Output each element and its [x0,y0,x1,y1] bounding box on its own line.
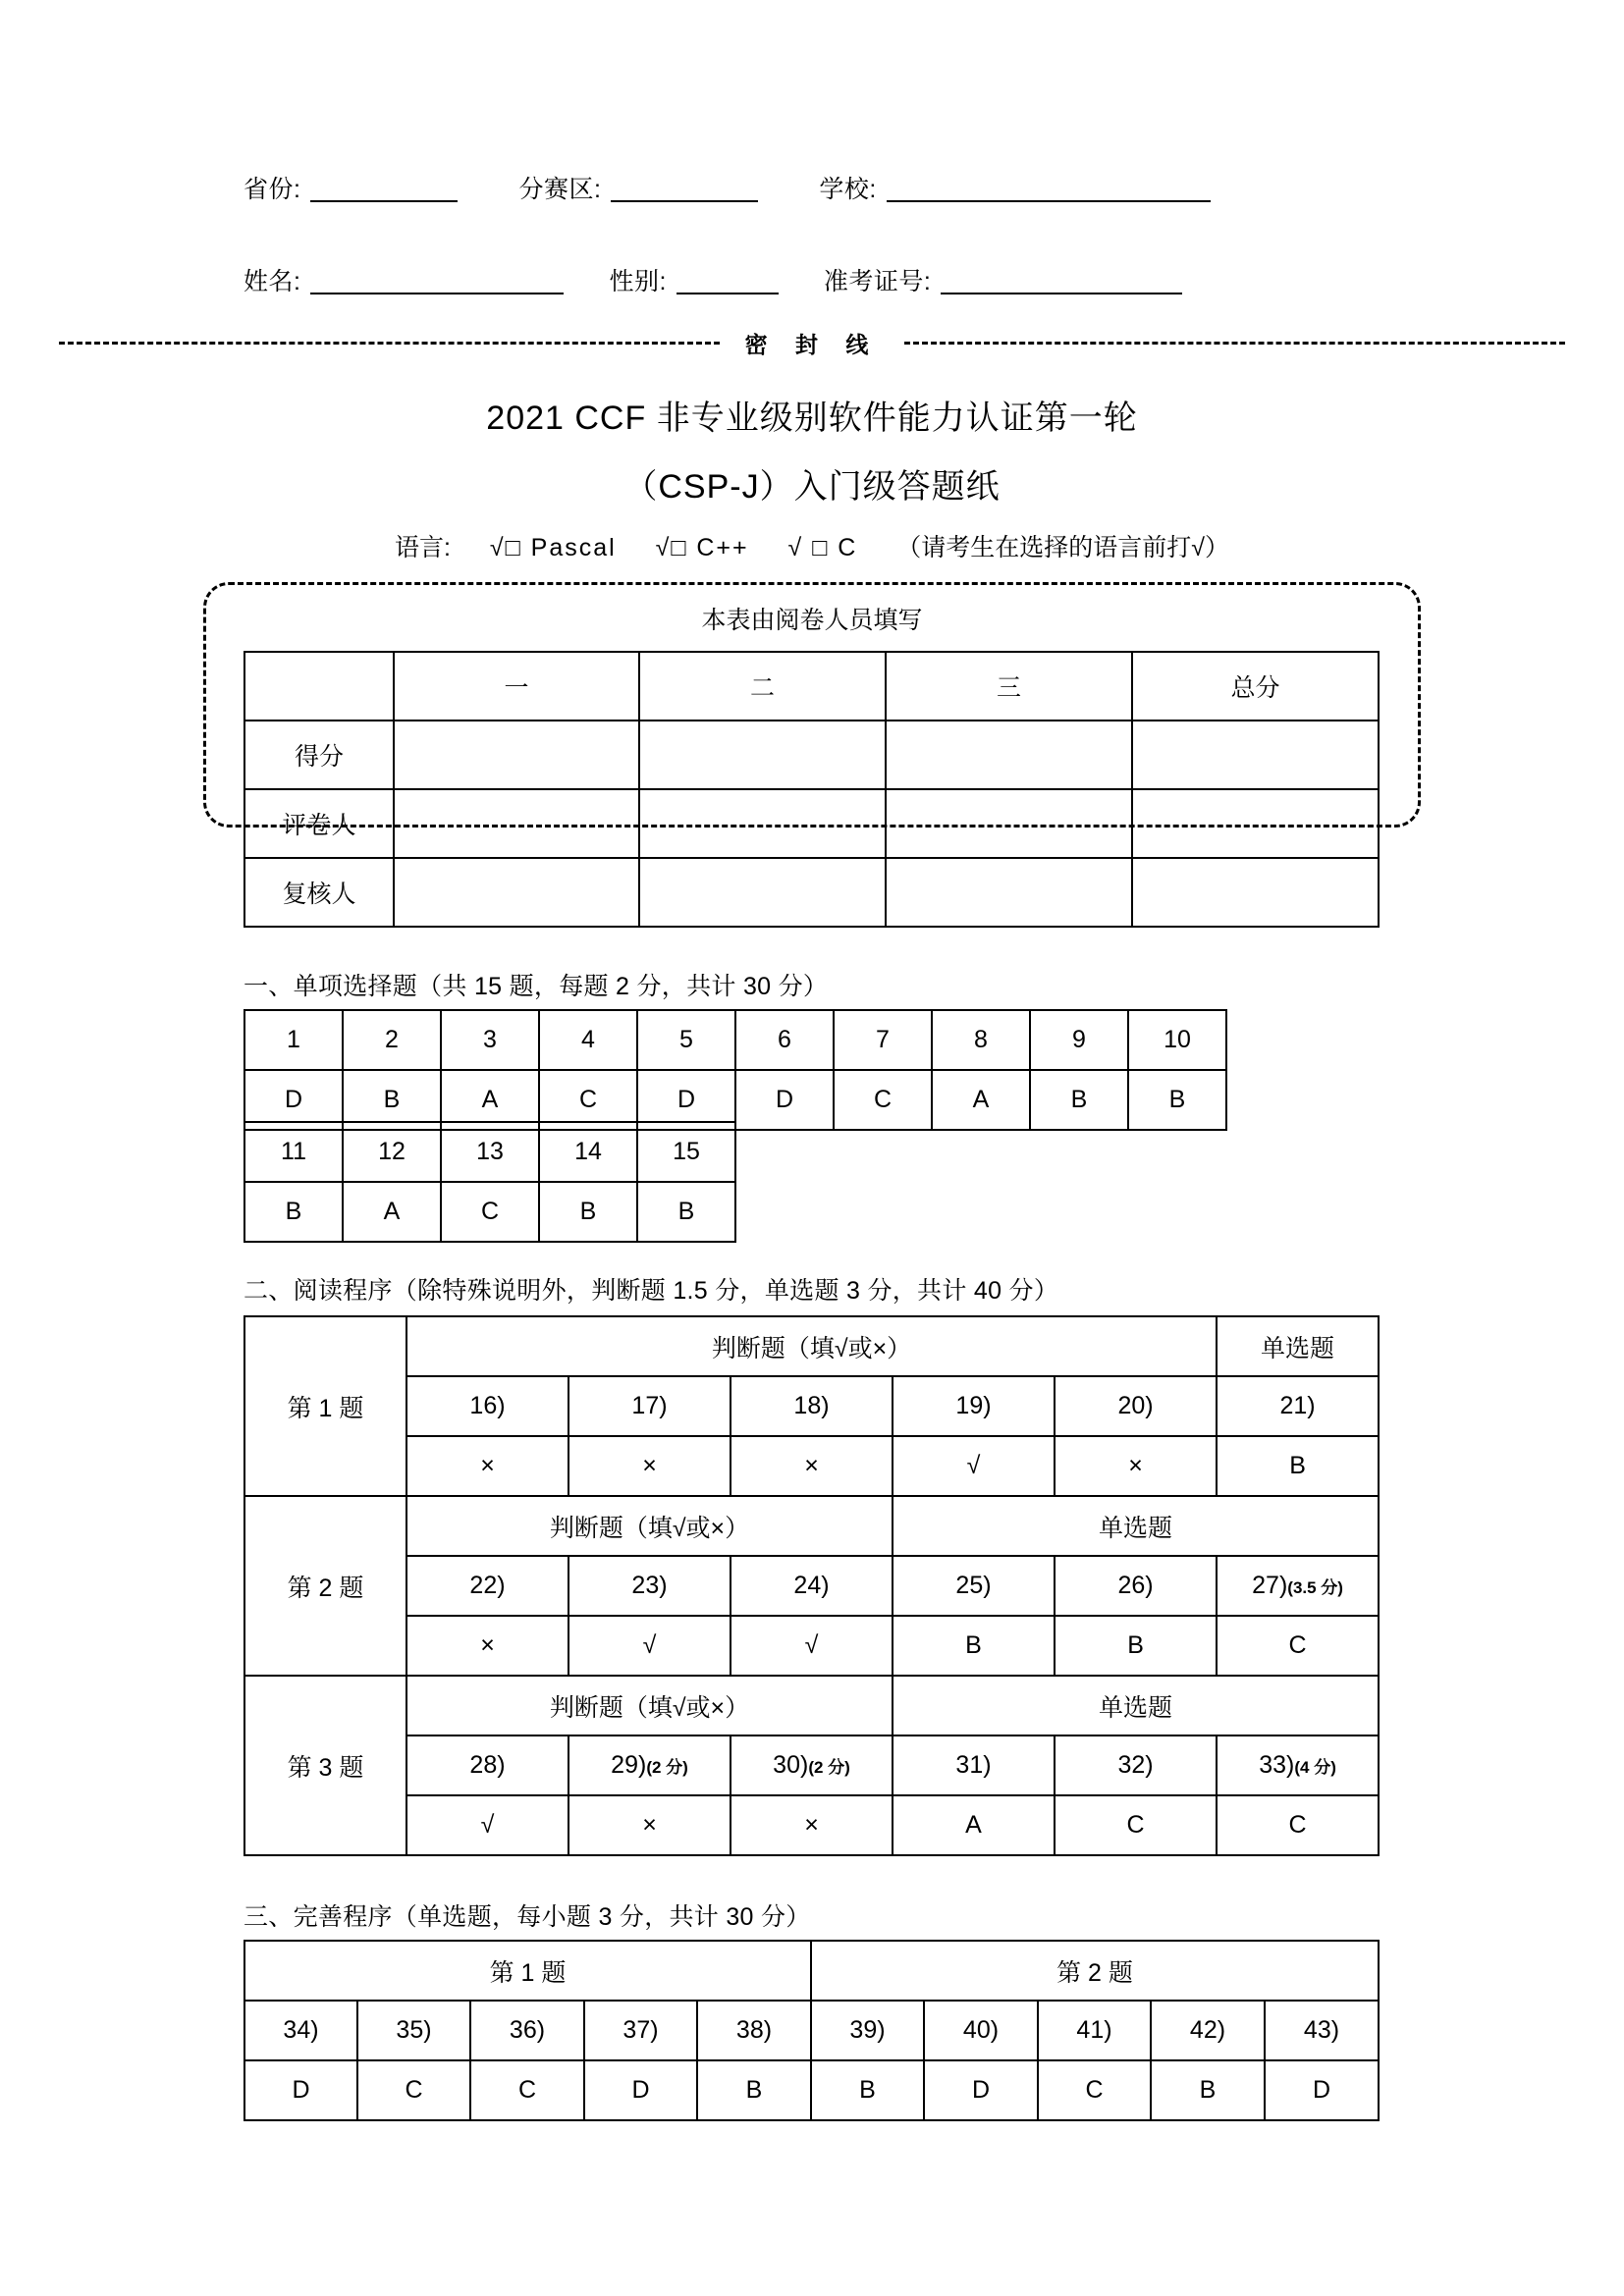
division-label: 分赛区: [518,176,602,203]
s3-ans-37[interactable]: D [584,2060,697,2120]
seal-dash-left [59,342,720,345]
s2-ans-27[interactable]: C [1217,1616,1379,1676]
header-field-row-2 [244,267,1188,294]
s1-ans-9[interactable]: B [1030,1070,1128,1130]
s3-ans-34[interactable]: D [244,2060,357,2120]
s2-b1-label: 第 1 题 [244,1316,406,1496]
s1-num-8: 8 [932,1010,1030,1070]
s1-num-4: 4 [539,1010,637,1070]
grader-score-cell-1[interactable] [394,721,639,789]
s1-ans-14[interactable]: B [539,1182,637,1242]
section-1-number-row-1 [244,1010,1226,1070]
section-2-answer-table [244,1315,1380,1856]
language-option-cpp[interactable]: √□ C++ [655,534,749,561]
grader-row-label-score: 得分 [244,721,394,789]
s2-ans-33[interactable]: C [1217,1795,1379,1855]
s2-num-30-text: 30) [773,1751,809,1779]
seal-line [59,327,1565,359]
exam-number-input[interactable] [941,267,1182,294]
grader-row-reviewer [244,858,1379,927]
s3-group-2-header: 第 2 题 [811,1941,1379,2001]
s1-num-2: 2 [343,1010,441,1070]
s2-num-26: 26) [1055,1556,1217,1616]
page-title-line-1: 2021 CCF 非专业级别软件能力认证第一轮 [486,400,1138,437]
s2-ans-17[interactable]: × [568,1436,731,1496]
grader-score-cell-3[interactable] [886,721,1132,789]
language-label: 语言: [395,534,451,561]
grader-row-label-reviewer: 复核人 [244,858,394,927]
province-input[interactable] [310,175,458,202]
s1-ans-10[interactable]: B [1128,1070,1226,1130]
s1-num-6: 6 [735,1010,834,1070]
grader-col-total: 总分 [1132,652,1379,721]
section-3-number-row [244,2001,1379,2060]
grader-table [244,651,1380,928]
section-3-answer-table [244,1940,1380,2121]
s2-ans-19[interactable]: √ [893,1436,1055,1496]
s3-ans-42[interactable]: B [1151,2060,1265,2120]
s2-num-27-points: (3.5 分) [1287,1578,1343,1597]
s1-ans-11[interactable]: B [244,1182,343,1242]
s2-num-29 [568,1735,731,1795]
language-note: （请考生在选择的语言前打√） [896,534,1229,561]
s2-num-30 [731,1735,893,1795]
s2-num-29-text: 29) [611,1751,647,1779]
s1-num-12: 12 [343,1122,441,1182]
grader-score-cell-total[interactable] [1132,721,1379,789]
grader-col-1: 一 [394,652,639,721]
s2-num-25: 25) [893,1556,1055,1616]
s2-num-27-text: 27) [1252,1572,1288,1599]
s1-ans-3[interactable]: A [441,1070,539,1130]
s3-num-35: 35) [357,2001,470,2060]
s3-num-37: 37) [584,2001,697,2060]
page-title-line-2: （CSP-J）入门级答题纸 [623,468,1001,506]
grader-marker-cell-3[interactable] [886,789,1132,858]
s1-ans-1[interactable]: D [244,1070,343,1130]
s2-b2-label: 第 2 题 [244,1496,406,1676]
s1-num-1: 1 [244,1010,343,1070]
section-3-group-header-row [244,1941,1379,2001]
section-1-number-row-2 [244,1122,735,1182]
s3-ans-43[interactable]: D [1265,2060,1379,2120]
s3-num-40: 40) [924,2001,1038,2060]
section-3-answer-row [244,2060,1379,2120]
province-label: 省份: [244,176,301,203]
grader-row-score [244,721,1379,789]
grader-col-2: 二 [639,652,886,721]
s2-num-17: 17) [568,1376,731,1436]
section-2-heading: 二、阅读程序（除特殊说明外，判断题 1.5 分，单选题 3 分，共计 40 分） [244,1277,1059,1305]
s3-num-41: 41) [1038,2001,1151,2060]
s3-ans-40[interactable]: D [924,2060,1038,2120]
s2-num-30-points: (2 分) [808,1758,850,1777]
section-3-heading: 三、完善程序（单选题，每小题 3 分，共计 30 分） [244,1903,811,1931]
s2-num-28: 28) [406,1735,568,1795]
s2-num-16: 16) [406,1376,568,1436]
s2-ans-18[interactable]: × [731,1436,893,1496]
s1-ans-2[interactable]: B [343,1070,441,1130]
s2-b3-answer-row [244,1795,1379,1855]
s1-ans-6[interactable]: D [735,1070,834,1130]
s3-ans-35[interactable]: C [357,2060,470,2120]
s3-num-34: 34) [244,2001,357,2060]
s2-num-20: 20) [1055,1376,1217,1436]
s1-num-5: 5 [637,1010,735,1070]
s2-b3-header-row [244,1676,1379,1735]
section-1-answer-table-continued [244,1121,736,1243]
s3-num-36: 36) [470,2001,584,2060]
s1-ans-12[interactable]: A [343,1182,441,1242]
grader-table-caption: 本表由阅卷人员填写 [701,607,923,634]
s2-ans-24[interactable]: √ [731,1616,893,1676]
school-input[interactable] [887,175,1211,202]
s1-ans-15[interactable]: B [637,1182,735,1242]
grader-row-marker [244,789,1379,858]
header-field-row-1 [244,175,1217,202]
s3-num-38: 38) [697,2001,811,2060]
s2-ans-29[interactable]: × [568,1795,731,1855]
s2-num-27 [1217,1556,1379,1616]
seal-line-label: 密 封 线 [744,332,880,357]
s2-b2-header-row [244,1496,1379,1556]
s3-num-43: 43) [1265,2001,1379,2060]
s2-num-32: 32) [1055,1735,1217,1795]
s1-ans-4[interactable]: C [539,1070,637,1130]
grader-marker-cell-1[interactable] [394,789,639,858]
s2-b3-choice-header: 单选题 [893,1676,1379,1735]
s2-ans-26[interactable]: B [1055,1616,1217,1676]
section-1-heading: 一、单项选择题（共 15 题，每题 2 分，共计 30 分） [244,973,829,1000]
name-label: 姓名: [244,268,301,295]
s2-ans-16[interactable]: × [406,1436,568,1496]
s3-group-1-header: 第 1 题 [244,1941,811,2001]
s2-ans-28[interactable]: √ [406,1795,568,1855]
s2-b1-choice-header: 单选题 [1217,1316,1379,1376]
s2-ans-30[interactable]: × [731,1795,893,1855]
grader-reviewer-cell-3[interactable] [886,858,1132,927]
grader-reviewer-cell-total[interactable] [1132,858,1379,927]
s2-num-33 [1217,1735,1379,1795]
s2-ans-25[interactable]: B [893,1616,1055,1676]
language-option-pascal[interactable]: √□ Pascal [489,534,617,561]
s2-b2-judge-header: 判断题（填√或×） [406,1496,893,1556]
s2-b3-judge-header: 判断题（填√或×） [406,1676,893,1735]
exam-number-label: 准考证号: [823,268,932,295]
language-option-c[interactable]: √ □ C [787,534,858,561]
grader-corner-cell [244,652,394,721]
s1-num-9: 9 [1030,1010,1128,1070]
s3-ans-39[interactable]: B [811,2060,924,2120]
section-1-answer-table [244,1009,1227,1131]
s2-num-21: 21) [1217,1376,1379,1436]
s2-ans-20[interactable]: × [1055,1436,1217,1496]
s2-num-33-points: (4 分) [1294,1758,1336,1777]
s3-num-42: 42) [1151,2001,1265,2060]
s1-num-7: 7 [834,1010,932,1070]
s2-num-18: 18) [731,1376,893,1436]
s1-ans-7[interactable]: C [834,1070,932,1130]
s2-b2-choice-header: 单选题 [893,1496,1379,1556]
grader-marker-cell-total[interactable] [1132,789,1379,858]
s1-num-14: 14 [539,1122,637,1182]
grader-reviewer-cell-2[interactable] [639,858,886,927]
grader-score-cell-2[interactable] [639,721,886,789]
section-1-answer-row-2 [244,1182,735,1242]
s2-num-23: 23) [568,1556,731,1616]
s2-b3-number-row [244,1735,1379,1795]
s1-num-3: 3 [441,1010,539,1070]
grader-row-label-marker: 评卷人 [244,789,394,858]
s3-ans-41[interactable]: C [1038,2060,1151,2120]
division-input[interactable] [611,175,758,202]
s1-num-15: 15 [637,1122,735,1182]
s1-ans-13[interactable]: C [441,1182,539,1242]
s2-b2-number-row [244,1556,1379,1616]
s2-ans-31[interactable]: A [893,1795,1055,1855]
s1-ans-8[interactable]: A [932,1070,1030,1130]
s2-b1-header-row [244,1316,1379,1376]
s2-num-31: 31) [893,1735,1055,1795]
s3-num-39: 39) [811,2001,924,2060]
grader-col-3: 三 [886,652,1132,721]
language-selection-row [0,528,1624,563]
s2-ans-22[interactable]: × [406,1616,568,1676]
s1-num-10: 10 [1128,1010,1226,1070]
s2-num-24: 24) [731,1556,893,1616]
s2-num-33-text: 33) [1259,1751,1295,1779]
s1-num-13: 13 [441,1122,539,1182]
s2-ans-32[interactable]: C [1055,1795,1217,1855]
seal-dash-right [904,342,1565,345]
s2-b3-label: 第 3 题 [244,1676,406,1855]
s2-ans-21[interactable]: B [1217,1436,1379,1496]
s2-ans-23[interactable]: √ [568,1616,731,1676]
grader-header-row [244,652,1379,721]
s1-num-11: 11 [244,1122,343,1182]
name-input[interactable] [310,267,564,294]
s2-b1-answer-row [244,1436,1379,1496]
s2-b2-answer-row [244,1616,1379,1676]
s2-num-29-points: (2 分) [646,1758,688,1777]
grader-reviewer-cell-1[interactable] [394,858,639,927]
s2-num-22: 22) [406,1556,568,1616]
grader-marker-cell-2[interactable] [639,789,886,858]
gender-label: 性别: [609,268,667,295]
s3-ans-36[interactable]: C [470,2060,584,2120]
s3-ans-38[interactable]: B [697,2060,811,2120]
s1-ans-5[interactable]: D [637,1070,735,1130]
school-label: 学校: [819,176,877,203]
s2-b1-number-row [244,1376,1379,1436]
s2-b1-judge-header: 判断题（填√或×） [406,1316,1217,1376]
s2-num-19: 19) [893,1376,1055,1436]
gender-input[interactable] [677,267,779,294]
